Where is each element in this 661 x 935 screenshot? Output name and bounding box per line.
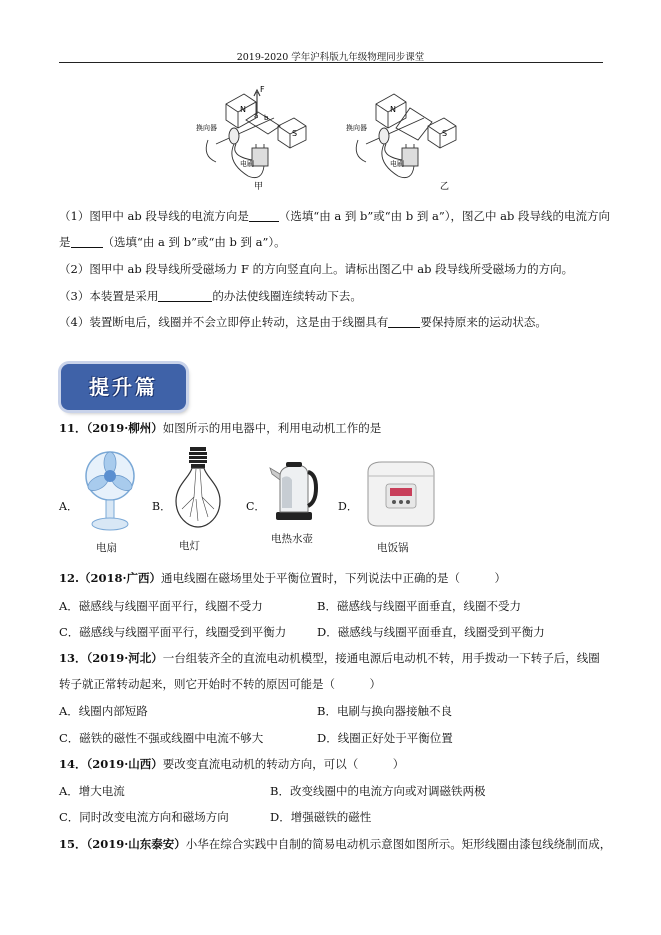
answer-blank[interactable] — [71, 235, 103, 248]
q15-number: 15． — [59, 837, 87, 851]
q11-option-b-caption: 电灯 — [179, 540, 200, 552]
jia-north-label: N — [240, 105, 246, 114]
q11-option-c-letter[interactable]: C． — [246, 500, 266, 513]
answer-blank[interactable] — [388, 315, 420, 328]
q3-text-b: 的办法使线圈连续转动下去。 — [212, 289, 362, 303]
q-prev-4 — [59, 314, 547, 330]
rice-cooker-icon — [362, 458, 440, 530]
q13-stem-line2: 转子就正常转动起来，则它开始时不转的原因可能是（ ） — [59, 677, 381, 691]
jia-commutator-label: 换向器 — [196, 124, 217, 132]
jia-south-label: S — [292, 129, 298, 138]
q1-line2-text-b: （选填“由 a 到 b”或“由 b 到 a”）。 — [102, 235, 286, 249]
q13-option-a[interactable]: A．线圈内部短路 — [59, 704, 148, 718]
q-prev-3 — [59, 288, 362, 304]
q14-number: 14． — [59, 757, 87, 771]
q14-stem — [59, 756, 404, 772]
q13-text-line1: 一台组装齐全的直流电动机模型，接通电源后电动机不转，用手拨动一下转子后，线圈 — [162, 651, 600, 665]
kettle-icon — [268, 458, 318, 522]
answer-blank[interactable] — [158, 289, 212, 302]
q11-stem — [59, 420, 381, 436]
page-header: 2019-2020 学年沪科版九年级物理同步课堂 — [236, 52, 425, 63]
jia-a-label: a — [254, 112, 259, 120]
q-prev-1-line2 — [59, 234, 286, 250]
q1-line2-text-a: 是 — [59, 235, 71, 249]
q11-text: 如图所示的用电器中，利用电动机工作的是 — [162, 421, 382, 435]
q13-option-c[interactable]: C．磁铁的磁性不强或线圈中电流不够大 — [59, 731, 264, 745]
q4-text-b: 要保持原来的运动状态。 — [420, 315, 547, 329]
q12-text: 通电线圈在磁场里处于平衡位置时，下列说法中正确的是（ ） — [161, 571, 507, 585]
figure-jia-label: 甲 — [254, 182, 264, 192]
q11-option-d-caption: 电饭锅 — [377, 542, 409, 554]
figure-yi-label: 乙 — [440, 182, 450, 192]
q15-stem — [59, 836, 611, 852]
q15-text: 小华在综合实践中自制的简易电动机示意图如图所示。矩形线圈由漆包线绕制而成， — [185, 837, 612, 851]
q14-option-d[interactable]: D．增强磁铁的磁性 — [270, 810, 372, 824]
q14-option-b[interactable]: B．改变线圈中的电流方向或对调磁铁两极 — [270, 784, 486, 798]
q13-stem-line1 — [59, 650, 600, 666]
bulb-icon — [172, 447, 224, 531]
q13-option-d[interactable]: D．线圈正好处于平衡位置 — [317, 731, 453, 745]
yi-brush-label: 电刷 — [390, 160, 404, 168]
yi-north-label: N — [390, 105, 396, 114]
yi-south-label: S — [442, 129, 448, 138]
q3-text-a: （3）本装置是采用 — [59, 289, 159, 303]
q4-text-a: （4）装置断电后，线圈并不会立即停止转动，这是由于线圈具有 — [59, 315, 389, 329]
fan-icon — [82, 450, 138, 532]
q-prev-1-line1 — [59, 208, 610, 224]
q11-number: 11． — [59, 421, 87, 435]
q11-option-a-letter[interactable]: A． — [59, 500, 78, 513]
q11-option-d-letter[interactable]: D． — [338, 500, 358, 513]
figure-jia — [196, 82, 326, 192]
q12-option-c[interactable]: C．磁感线与线圈平面平行，线圈受到平衡力 — [59, 625, 287, 639]
q14-option-a[interactable]: A．增大电流 — [59, 784, 125, 798]
q14-text: 要改变直流电动机的转动方向，可以（ ） — [162, 757, 405, 771]
q12-option-b[interactable]: B．磁感线与线圈平面垂直，线圈不受力 — [317, 599, 521, 613]
q13-source: （2019·河北） — [86, 651, 163, 665]
q12-option-d[interactable]: D．磁感线与线圈平面垂直，线圈受到平衡力 — [317, 625, 545, 639]
header-divider — [59, 62, 603, 63]
jia-brush-label: 电刷 — [240, 160, 254, 168]
q1-line1-text-b: （选填“由 a 到 b”或“由 b 到 a”），图乙中 ab 段导线的电流方向 — [278, 209, 611, 223]
q11-source: （2019·柳州） — [86, 421, 163, 435]
q12-option-a[interactable]: A．磁感线与线圈平面平行，线圈不受力 — [59, 599, 263, 613]
q12-number: 12. — [59, 571, 80, 585]
section-banner — [61, 364, 186, 410]
figure-yi — [346, 82, 476, 192]
q-prev-2: （2）图甲中 ab 段导线所受磁场力 F 的方向竖直向上。请标出图乙中 ab 段导线所受磁场力的方向。 — [59, 262, 574, 276]
yi-commutator-label: 换向器 — [346, 124, 367, 132]
jia-b-label: b — [264, 114, 269, 122]
q1-line1-text-a: （1）图甲中 ab 段导线的电流方向是 — [59, 209, 249, 223]
q11-option-b-letter[interactable]: B． — [152, 500, 172, 513]
q14-source: （2019·山西） — [86, 757, 163, 771]
q11-option-c-caption: 电热水壶 — [271, 533, 313, 545]
q14-option-c[interactable]: C．同时改变电流方向和磁场方向 — [59, 810, 229, 824]
q15-source: （2019·山东泰安） — [86, 837, 186, 851]
q11-option-a-caption: 电扇 — [96, 542, 117, 554]
section-banner-title: 提升篇 — [89, 375, 158, 399]
q12-source: （2018·广西） — [79, 571, 162, 585]
jia-force-label: F — [260, 85, 265, 94]
answer-blank[interactable] — [249, 209, 279, 222]
q13-number: 13． — [59, 651, 87, 665]
q12-stem — [59, 570, 506, 586]
q13-option-b[interactable]: B．电刷与换向器接触不良 — [317, 704, 452, 718]
